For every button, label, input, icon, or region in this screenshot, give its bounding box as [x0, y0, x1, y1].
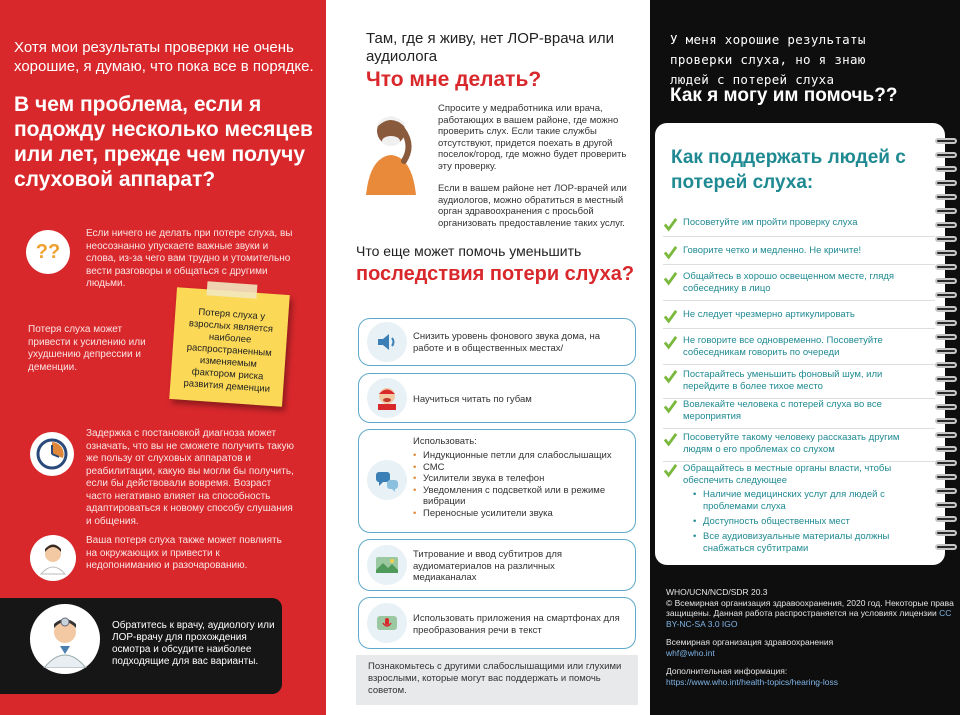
tip-row	[663, 335, 935, 365]
sticky-note-text: Потеря слуха у взрослых является наиболее распространенным изменяемым фактором риска развития деменции	[183, 306, 274, 395]
sub-list-item: • Все аудиовизуальные материалы должны снабжаться субтитрами	[693, 531, 913, 555]
left-paragraph-4: Ваша потеря слуха также может повлиять на окружающих и привести к недопониманию и разочарованию.	[86, 535, 282, 571]
doctor-callout	[0, 598, 282, 694]
spiral-ring	[935, 488, 957, 494]
spiral-ring	[935, 390, 957, 396]
mid-where-text: Там, где я живу, нет ЛОР-врача или аудиолога	[366, 30, 615, 65]
copyright-line	[666, 598, 956, 630]
check-icon	[663, 217, 678, 232]
spiral-ring	[935, 502, 957, 508]
spiral-ring	[935, 250, 957, 256]
spiral-ring	[935, 446, 957, 452]
tip-text: Вовлекайте человека с потерей слуха во все мероприятия	[683, 399, 882, 422]
tip-text: Не говорите все одновременно. Посоветуйте собеседникам говорить по очереди	[683, 335, 883, 358]
question-marks-icon	[26, 230, 70, 274]
person-icon	[30, 535, 76, 581]
spiral-ring	[935, 320, 957, 326]
mid-paragraph-1: Спросите у медработника или врача, работающих в вашем районе, где можно проверить слух. Если такие службы отсутствуют, придется поехать в другой поселок/город, где можно будет проверить эту проверку.	[438, 103, 627, 172]
spiral-ring	[935, 152, 957, 158]
check-icon	[663, 245, 678, 260]
spiral-ring	[935, 292, 957, 298]
devices-list-item: • Переносные усилители звука	[413, 508, 628, 520]
devices-icon	[367, 460, 407, 500]
left-panel	[0, 0, 326, 715]
tip-text: Говорите четко и медленно. Не кричите!	[683, 245, 862, 256]
tip-text: Постарайтесь уменьшить фоновый шум, или перейдите в более тихое место	[683, 369, 883, 392]
spiral-ring	[935, 180, 957, 186]
left-paragraph-3: Задержка с постановкой диагноза может означать, что вы не сможете получить такую же пользу от слуховых аппаратов и реабилитации, какую вы могли бы получить, если бы действовали вовремя. Возраст часто негативно влияет на способность адаптироваться к новому способу слушания и общения.	[86, 428, 294, 527]
middle-panel	[326, 0, 650, 715]
question-marks-glyph: ??	[35, 240, 61, 263]
spiral-ring	[935, 516, 957, 522]
tip-box-lipreading	[358, 373, 636, 423]
sub-list-item: • Доступность общественных мест	[693, 516, 913, 528]
spiral-ring	[935, 194, 957, 200]
devices-list-item: • Индукционные петли для слабослышащих	[413, 450, 628, 462]
sticky-note	[169, 287, 290, 407]
org-name: Всемирная организация здравоохранения	[666, 637, 834, 647]
sub-list-item: • Наличие медицинских услуг для людей с проблемами слуха	[693, 489, 913, 513]
check-icon	[663, 399, 678, 414]
tip-text: Общайтесь в хорошо освещенном месте, глядя собеседнику в лицо	[683, 271, 895, 294]
devices-list	[413, 450, 628, 519]
tip-row	[663, 217, 935, 237]
tip-row	[663, 271, 935, 301]
tip-box-subtitles	[358, 539, 636, 591]
left-question-heading: В чем проблема, если я подожду несколько месяцев или лет, прежде чем получу слуховой аппарат?	[14, 93, 313, 191]
spiral-ring	[935, 474, 957, 480]
speaker-icon	[367, 322, 407, 362]
clock-icon	[30, 432, 74, 476]
document-code: WHO/UCN/NCD/SDR 20.3	[666, 587, 768, 597]
left-intro: Хотя мои результаты проверки не очень хорошие, я думаю, что пока все в порядке.	[14, 39, 314, 75]
thinking-man-illustration	[356, 105, 426, 195]
check-icon	[663, 271, 678, 286]
subtitles-icon	[367, 545, 407, 585]
check-icon	[663, 335, 678, 350]
tip-row	[663, 309, 935, 329]
tip-text: Не следует чрезмерно артикулировать	[683, 309, 855, 320]
doctor-icon	[30, 604, 100, 674]
tip-row	[663, 463, 935, 489]
spiral-ring	[935, 208, 957, 214]
check-icon	[663, 369, 678, 384]
copyright-text: © Всемирная организация здравоохранения, 2020 год. Некоторые права защищены. Данная работа распространяется на условиях лицензии	[666, 597, 954, 618]
license-link[interactable]: CC BY-NC-SA 3.0 IGO	[666, 608, 952, 629]
spiral-ring	[935, 376, 957, 382]
tip-box-lipreading-text: Научиться читать по губам	[413, 394, 532, 405]
tip-row	[663, 369, 935, 399]
spiral-ring	[935, 362, 957, 368]
tip-text: Посоветуйте такому человеку рассказать другим людям о его проблемах со слухом	[683, 432, 900, 455]
tip-box-noise-text: Снизить уровень фонового звука дома, на работе и в общественных местах/	[413, 331, 600, 354]
notebook-title: Как поддержать людей с потерей слуха:	[671, 147, 906, 193]
spiral-ring	[935, 460, 957, 466]
spiral-ring	[935, 278, 957, 284]
check-icon	[663, 432, 678, 447]
doctor-callout-text: Обратитесь к врачу, аудиологу или ЛОР-врачу для прохождения осмотра и обсудите наиболее подходящие для вас варианты.	[112, 620, 275, 667]
spiral-ring	[935, 348, 957, 354]
tip-text: Обращайтесь в местные органы власти, чтобы обеспечить следующее	[683, 463, 892, 486]
spiral-ring	[935, 166, 957, 172]
spiral-ring	[935, 530, 957, 536]
spacer	[666, 629, 956, 637]
spiral-ring	[935, 334, 957, 340]
spiral-ring	[935, 264, 957, 270]
check-icon	[663, 309, 678, 324]
tip-row	[663, 399, 935, 429]
mid-else-heading: Что еще может помочь уменьшить	[356, 243, 582, 259]
more-info-link[interactable]: https://www.who.int/health-topics/hearing-loss	[666, 676, 838, 687]
tip-box-apps-text: Использовать приложения на смартфонах для преобразования речи в текст	[413, 613, 620, 636]
spiral-ring	[935, 418, 957, 424]
tip-box-devices-title: Использовать:	[413, 436, 477, 447]
spacer	[666, 658, 956, 666]
tip-box-noise	[358, 318, 636, 366]
lips-icon	[367, 378, 407, 418]
spiral-ring	[935, 432, 957, 438]
email-link[interactable]: whf@who.int	[666, 647, 715, 658]
spiral-ring	[935, 404, 957, 410]
devices-list-item: • Уведомления с подсветкой или в режиме вибрации	[413, 485, 628, 508]
spiral-ring	[935, 138, 957, 144]
more-info-label: Дополнительная информация:	[666, 666, 788, 676]
tip-box-subtitles-text: Титрование и ввод субтитров для аудиоматериалов на различных медиаканалах	[413, 549, 563, 583]
left-paragraph-2: Потеря слуха может привести к усилению или ухудшению депрессии и деменции.	[28, 324, 146, 373]
mid-what-heading: Что мне делать?	[366, 68, 542, 91]
devices-list-item: • Усилители звука в телефон	[413, 473, 628, 485]
mid-bottom-note: Познакомьтесь с другими слабослышащими или глухими взрослыми, которые могут вас поддержать и помочь советом.	[356, 655, 638, 705]
right-panel	[650, 0, 960, 715]
check-icon	[663, 463, 678, 478]
spiral-ring	[935, 222, 957, 228]
notebook-card	[655, 123, 945, 565]
devices-list-item: • СМС	[413, 462, 628, 474]
right-intro: У меня хорошие результаты проверки слуха, но я знаю людей с потерей слуха	[670, 32, 866, 87]
mid-paragraph-2: Если в вашем районе нет ЛОР-врачей или аудиологов, можно обратиться в местный орган здравоохранения с просьбой организовать предоставление таких услуг.	[438, 183, 627, 229]
mid-consequences-heading: последствия потери слуха?	[356, 263, 635, 285]
left-paragraph-1: Если ничего не делать при потере слуха, вы неосознанно упускаете важные звуки и слова, из-за чего вам трудно и утомительно вести разговоры и общаться с другими людьми.	[86, 228, 293, 289]
tip-box-devices	[358, 429, 636, 533]
spiral-ring	[935, 236, 957, 242]
tip-row	[663, 245, 935, 265]
smartphone-mic-icon	[367, 603, 407, 643]
legal-block	[666, 587, 956, 687]
tape-decoration	[207, 281, 258, 298]
tip-text: Посоветуйте им пройти проверку слуха	[683, 217, 858, 228]
tip-box-apps	[358, 597, 636, 649]
tip-row	[663, 432, 935, 462]
spiral-ring	[935, 544, 957, 550]
right-how-heading: Как я могу им помочь??	[670, 85, 898, 106]
spiral-ring	[935, 306, 957, 312]
